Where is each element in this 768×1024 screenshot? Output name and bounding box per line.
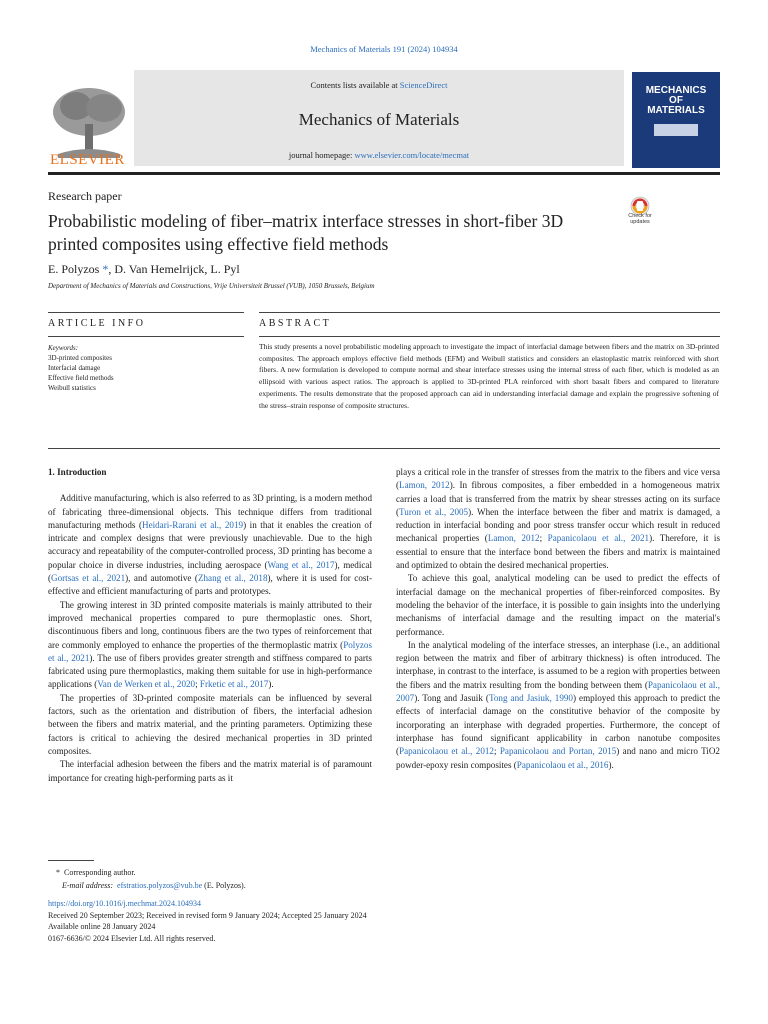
journal-name: Mechanics of Materials: [298, 110, 460, 129]
received-dates: Received 20 September 2023; Received in revised form 9 January 2024; Accepted 25 January 2024: [48, 910, 367, 920]
citation-link[interactable]: Papanicolaou et al., 2016: [516, 759, 609, 770]
citation-link[interactable]: Heidari-Rarani et al., 2019: [142, 519, 244, 530]
intro-paragraph: The growing interest in 3D printed composite materials is mainly attributed to their improved mechanical properties compared to pure thermoplastic ones. Short, discontinuous fibers and long, continuous fibers are the two types of reinforcement that are commonly employed to enhance the properties of the thermoplastic matrix (Polyzos et al., 2021). The use of fibers provides greater strength and stiffness compared to parts fabricated using pure thermoplastics, making them suitable for use in high-performance applications (Van de Werken et al., 2020; Frketic et al., 2017).: [48, 599, 372, 690]
citation-link[interactable]: Papanicolaou et al., 2007: [396, 679, 720, 704]
journal-header: [48, 70, 720, 174]
body-column-right: [396, 466, 720, 772]
keyword-item: Effective field methods: [48, 374, 114, 382]
citation-link[interactable]: Polyzos et al., 2021: [48, 639, 372, 663]
footnote-divider: [48, 860, 94, 861]
citation-link[interactable]: Lamon, 2012: [399, 480, 450, 491]
copyright: 0167-6636/© 2024 Elsevier Ltd. All rights reserved.: [48, 933, 216, 943]
abstract-text: This study presents a novel probabilistic modeling approach to investigate the impact of interfacial damage between fibers and the matrix on 3D-printed composites. The approach employs effective field methods (EFM) and Weibull statistics and considers an elastoplastic matrix reinforced with short fibers. A new formulation is developed to compute normal and shear interface stresses using the internal stress of each fiber, which is modeled as an ellipsoid with various aspect ratios. The approach is applied to 3D-printed PLA reinforced with short basalt fibers and compared to literature experiments. The results demonstrate that the proposed approach can aid in understanding interfacial damage and explain the progressive softening of the stress–strain response of composite structures.: [259, 342, 719, 410]
check-for-updates-label[interactable]: Check for updates: [628, 213, 652, 225]
online-date: Available online 28 January 2024: [48, 922, 156, 931]
article-type: Research paper: [48, 189, 122, 203]
article-info-heading: ARTICLE INFO: [48, 318, 146, 329]
article-metadata: [48, 898, 367, 944]
keyword-item: Weibull statistics: [48, 384, 96, 392]
citation-link[interactable]: Papanicolaou et al., 2012: [399, 746, 494, 757]
body-column-left: [48, 466, 372, 785]
corresponding-author-footnote: * Corresponding author. E-mail address: efstratios.polyzos@vub.be (E. Polyzos).: [56, 868, 246, 890]
author-list: E. Polyzos *, D. Van Hemelrijck, L. Pyl: [48, 262, 240, 276]
elsevier-wordmark: ELSEVIER: [50, 152, 125, 168]
citation-link[interactable]: Zhang et al., 2018: [197, 573, 268, 584]
corresponding-author-mark[interactable]: *: [102, 262, 109, 276]
abstract-top-rule: [259, 312, 720, 313]
intro-paragraph: To achieve this goal, analytical modeling can be used to predict the effects of interfacial damage on the mechanical properties of fiber-reinforced composites. By modeling the behavior of the interface, it is possible to gain insights into the underlying mechanisms of interfacial damage and the resulting impact on the material's performance.: [396, 573, 720, 637]
sciencedirect-link[interactable]: ScienceDirect: [399, 80, 448, 90]
keyword-item: Interfacial damage: [48, 364, 101, 372]
citation-link[interactable]: Van de Werken et al., 2020: [97, 679, 196, 690]
abstract-bottom-rule: [48, 448, 720, 449]
journal-cover[interactable]: [632, 72, 720, 168]
article-info-rule: [48, 336, 244, 337]
header-divider: [48, 172, 720, 175]
citation-link[interactable]: Wang et al., 2017: [267, 559, 335, 570]
citation-link[interactable]: Papanicolaou and Portan, 2015: [499, 746, 617, 757]
author-email-link[interactable]: efstratios.polyzos@vub.be: [117, 881, 203, 890]
paper-title: Probabilistic modeling of fiber–matrix interface stresses in short-fiber 3D printed composites using effective field methods: [48, 211, 564, 254]
citation-link[interactable]: Papanicolaou et al., 2021: [547, 533, 650, 544]
keyword-item: 3D-printed composites: [48, 354, 112, 362]
homepage-line: journal homepage: www.elsevier.com/locate/mecmat: [288, 150, 470, 160]
citation-link[interactable]: Tong and Jasiuk, 1990: [488, 693, 573, 704]
keywords-label: Keywords:: [48, 344, 79, 352]
cover-graphic: [654, 124, 698, 136]
section-heading-introduction: 1. Introduction: [48, 467, 107, 477]
journal-homepage-link[interactable]: www.elsevier.com/locate/mecmat: [354, 150, 470, 160]
intro-paragraph: Additive manufacturing, which is also referred to as 3D printing, is a modern method of fabricating three-dimensional objects. This technique differs from traditional manufacturing methods (Heidari-Rarani et al., 2019) in that it enables the creation of intricate and complex designs that were previously unachievable. Due to the high accuracy and repeatability of the computer-controlled process, 3D printing has become a popular choice in diverse industries, including aerospace (Wang et al., 2017), medical (Gortsas et al., 2021), and automotive (Zhang et al., 2018), where it is used for cost-effective and efficient manufacturing of parts and prototypes.: [48, 493, 373, 597]
journal-reference[interactable]: Mechanics of Materials 191 (2024) 104934: [310, 44, 458, 54]
citation-link[interactable]: Gortsas et al., 2021: [51, 573, 126, 584]
keywords-list: [48, 343, 114, 393]
abstract-heading: ABSTRACT: [259, 318, 332, 329]
article-info-top-rule: [48, 312, 244, 313]
affiliation: Department of Mechanics of Materials and Constructions, Vrije Universiteit Brussel (VUB), 1050 Brussels, Belgium: [48, 282, 375, 290]
citation-link[interactable]: Turon et al., 2005: [399, 506, 469, 517]
citation-link[interactable]: Lamon, 2012: [487, 533, 540, 544]
intro-paragraph: The interfacial adhesion between the fibers and the matrix material is of paramount importance for creating high-performing parts as it: [48, 759, 372, 783]
contents-line: Contents lists available at ScienceDirect: [310, 80, 448, 90]
doi-link[interactable]: https://doi.org/10.1016/j.mechmat.2024.104934: [48, 899, 201, 908]
citation-link[interactable]: Frketic et al., 2017: [199, 679, 269, 690]
author-name[interactable]: E. Polyzos: [48, 262, 100, 276]
intro-paragraph: The properties of 3D-printed composite materials can be influenced by several factors, such as the orientation and distribution of fibers, the interfacial adhesion between the fibers and matrix material, and the printing parameters. Optimizing these factors is critical to achieving the desired mechanical properties in 3D printed composites.: [48, 692, 372, 756]
cover-title: MECHANICS OF MATERIALS: [645, 85, 707, 116]
intro-paragraph: In the analytical modeling of the interface stresses, an interphase (i.e., an additional region between the matrix and fiber of arbitrary thickness) is often introduced. The interphase, in contrast to the interface, is assumed to be a region with properties between the fibers and the matrix resulting from the bonding between them (Papanicolaou et al., 2007). Tong and Jasuik (Tong and Jasiuk, 1990) employed this approach to predict the effects of interfacial damage on the constitutive behavior of the composite by incorporating an interphase with degraded properties. Furthermore, the concept of interphase has found significant applicability in carbon nanotube composites (Papanicolaou et al., 2012; Papanicolaou and Portan, 2015) and nano and micro TiO2 powder-epoxy resin composites (Papanicolaou et al., 2016).: [396, 639, 720, 770]
intro-paragraph: plays a critical role in the transfer of stresses from the matrix to the fibers and vice versa (Lamon, 2012). In fibrous composites, a fiber embedded in a homogeneous matrix carries a load that is transferred from the matrix by shear stresses acting on its surface (Turon et al., 2005). When the interface between the fiber and matrix is damaged, a reduction in interfacial bonding and poor stress transfer occur which result in reduced mechanical properties (Lamon, 2012; Papanicolaou et al., 2021). Therefore, it is essential to ensure that the interface bond between the fibers and matrix is maintained and optimized to obtain the desired mechanical properties.: [396, 467, 720, 571]
abstract-rule: [259, 336, 720, 337]
journal-info-box: [134, 70, 624, 166]
